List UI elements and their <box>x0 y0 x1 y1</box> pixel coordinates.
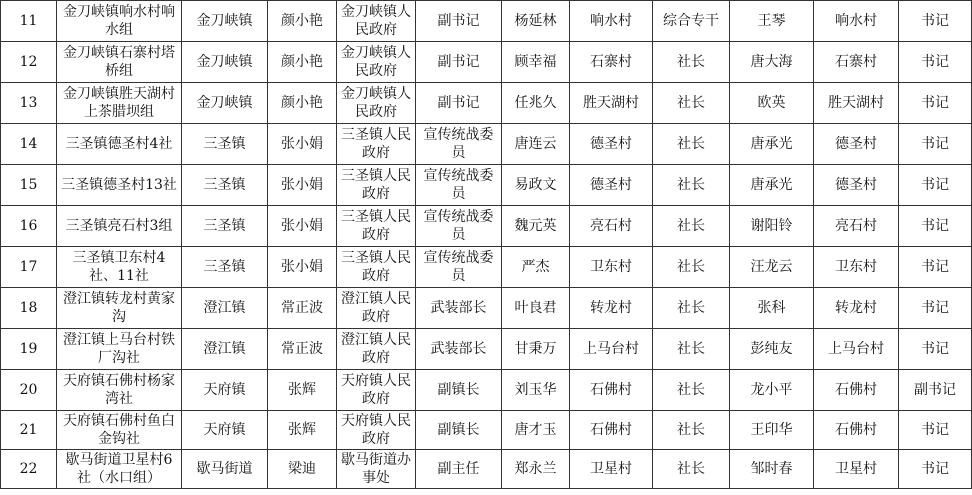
secretary-title-cell: 副书记 <box>899 370 972 411</box>
unit-cell: 歇马街道办事处 <box>337 450 416 489</box>
unit-cell: 澄江镇人民政府 <box>337 288 416 329</box>
secretary-name-cell: 邹时春 <box>730 450 814 489</box>
secretary-title-cell: 书记 <box>899 42 972 83</box>
contact-name-cell: 唐连云 <box>502 124 570 165</box>
row-number-cell: 19 <box>1 329 57 370</box>
row-number-cell: 18 <box>1 288 57 329</box>
table-row <box>1 42 972 83</box>
leader-title-cell: 宣传统战委员 <box>416 124 502 165</box>
area-cell: 三圣镇德圣村13社 <box>57 165 182 206</box>
leader-title-cell: 副主任 <box>416 450 502 489</box>
town-cell: 歇马街道 <box>182 450 268 489</box>
secretary-title-cell: 书记 <box>899 411 972 450</box>
village-cell: 上马台村 <box>570 329 653 370</box>
secretary-village-cell: 德圣村 <box>814 165 899 206</box>
leader-cell: 张小娟 <box>268 206 337 247</box>
secretary-village-cell: 德圣村 <box>814 124 899 165</box>
table-body <box>1 1 972 489</box>
leader-cell: 张小娟 <box>268 124 337 165</box>
contact-title-cell: 社长 <box>653 206 730 247</box>
area-cell: 澄江镇上马台村铁厂沟社 <box>57 329 182 370</box>
village-cell: 卫东村 <box>570 247 653 288</box>
table-row <box>1 329 972 370</box>
secretary-name-cell: 龙小平 <box>730 370 814 411</box>
row-number-cell: 20 <box>1 370 57 411</box>
secretary-name-cell: 王印华 <box>730 411 814 450</box>
leader-title-cell: 副书记 <box>416 42 502 83</box>
secretary-title-cell: 书记 <box>899 329 972 370</box>
leader-title-cell: 宣传统战委员 <box>416 206 502 247</box>
row-number-cell: 11 <box>1 1 57 42</box>
secretary-name-cell: 欧英 <box>730 83 814 124</box>
secretary-name-cell: 汪龙云 <box>730 247 814 288</box>
contact-title-cell: 社长 <box>653 411 730 450</box>
leader-cell: 张小娟 <box>268 165 337 206</box>
secretary-village-cell: 卫东村 <box>814 247 899 288</box>
village-cell: 石佛村 <box>570 370 653 411</box>
village-cell: 德圣村 <box>570 165 653 206</box>
village-cell: 石佛村 <box>570 411 653 450</box>
secretary-title-cell: 书记 <box>899 206 972 247</box>
table-row <box>1 124 972 165</box>
unit-cell: 金刀峡镇人民政府 <box>337 83 416 124</box>
area-cell: 金刀峡镇响水村响水组 <box>57 1 182 42</box>
contact-title-cell: 综合专干 <box>653 1 730 42</box>
leader-title-cell: 宣传统战委员 <box>416 165 502 206</box>
row-number-cell: 22 <box>1 450 57 489</box>
unit-cell: 三圣镇人民政府 <box>337 165 416 206</box>
contact-name-cell: 易政文 <box>502 165 570 206</box>
town-cell: 澄江镇 <box>182 288 268 329</box>
leader-title-cell: 副镇长 <box>416 411 502 450</box>
table-row <box>1 247 972 288</box>
contact-name-cell: 严杰 <box>502 247 570 288</box>
area-cell: 歇马街道卫星村6社（水口组） <box>57 450 182 489</box>
village-cell: 转龙村 <box>570 288 653 329</box>
leader-cell: 常正波 <box>268 329 337 370</box>
village-cell: 石寨村 <box>570 42 653 83</box>
row-number-cell: 16 <box>1 206 57 247</box>
leader-cell: 颜小艳 <box>268 42 337 83</box>
village-cell: 德圣村 <box>570 124 653 165</box>
leader-cell: 张辉 <box>268 411 337 450</box>
area-cell: 金刀峡镇石寨村塔桥组 <box>57 42 182 83</box>
table-row <box>1 83 972 124</box>
contact-name-cell: 顾幸福 <box>502 42 570 83</box>
contact-title-cell: 社长 <box>653 329 730 370</box>
town-cell: 金刀峡镇 <box>182 1 268 42</box>
contact-title-cell: 社长 <box>653 83 730 124</box>
row-number-cell: 13 <box>1 83 57 124</box>
town-cell: 金刀峡镇 <box>182 83 268 124</box>
contact-name-cell: 郑永兰 <box>502 450 570 489</box>
row-number-cell: 17 <box>1 247 57 288</box>
leader-cell: 张小娟 <box>268 247 337 288</box>
secretary-name-cell: 唐承光 <box>730 165 814 206</box>
contact-title-cell: 社长 <box>653 42 730 83</box>
table-row <box>1 370 972 411</box>
area-cell: 天府镇石佛村鱼白金钩社 <box>57 411 182 450</box>
unit-cell: 金刀峡镇人民政府 <box>337 42 416 83</box>
secretary-village-cell: 石寨村 <box>814 42 899 83</box>
village-cell: 胜天湖村 <box>570 83 653 124</box>
secretary-village-cell: 胜天湖村 <box>814 83 899 124</box>
area-cell: 三圣镇亮石村3组 <box>57 206 182 247</box>
contact-title-cell: 社长 <box>653 165 730 206</box>
secretary-title-cell: 书记 <box>899 247 972 288</box>
town-cell: 澄江镇 <box>182 329 268 370</box>
village-cell: 卫星村 <box>570 450 653 489</box>
leader-cell: 张辉 <box>268 370 337 411</box>
table-row <box>1 450 972 489</box>
area-cell: 天府镇石佛村杨家湾社 <box>57 370 182 411</box>
leader-cell: 梁迪 <box>268 450 337 489</box>
town-cell: 金刀峡镇 <box>182 42 268 83</box>
contact-title-cell: 社长 <box>653 124 730 165</box>
leader-cell: 颜小艳 <box>268 83 337 124</box>
row-number-cell: 21 <box>1 411 57 450</box>
table-row <box>1 1 972 42</box>
secretary-name-cell: 张科 <box>730 288 814 329</box>
row-number-cell: 14 <box>1 124 57 165</box>
secretary-village-cell: 响水村 <box>814 1 899 42</box>
table-row <box>1 206 972 247</box>
secretary-title-cell: 书记 <box>899 450 972 489</box>
leader-title-cell: 武装部长 <box>416 329 502 370</box>
area-cell: 金刀峡镇胜天湖村上茶腊坝组 <box>57 83 182 124</box>
secretary-name-cell: 王琴 <box>730 1 814 42</box>
contact-title-cell: 社长 <box>653 288 730 329</box>
row-number-cell: 12 <box>1 42 57 83</box>
contact-title-cell: 社长 <box>653 370 730 411</box>
secretary-village-cell: 石佛村 <box>814 411 899 450</box>
contact-title-cell: 社长 <box>653 450 730 489</box>
secretary-village-cell: 转龙村 <box>814 288 899 329</box>
secretary-title-cell: 书记 <box>899 1 972 42</box>
leader-title-cell: 副书记 <box>416 1 502 42</box>
secretary-title-cell: 书记 <box>899 165 972 206</box>
contact-name-cell: 叶良君 <box>502 288 570 329</box>
contact-name-cell: 刘玉华 <box>502 370 570 411</box>
town-cell: 三圣镇 <box>182 247 268 288</box>
contact-name-cell: 杨延林 <box>502 1 570 42</box>
secretary-name-cell: 谢阳铃 <box>730 206 814 247</box>
area-cell: 三圣镇卫东村4社、11社 <box>57 247 182 288</box>
secretary-village-cell: 上马台村 <box>814 329 899 370</box>
village-cell: 响水村 <box>570 1 653 42</box>
secretary-village-cell: 卫星村 <box>814 450 899 489</box>
secretary-name-cell: 唐承光 <box>730 124 814 165</box>
unit-cell: 三圣镇人民政府 <box>337 247 416 288</box>
secretary-title-cell: 书记 <box>899 83 972 124</box>
area-cell: 三圣镇德圣村4社 <box>57 124 182 165</box>
town-cell: 三圣镇 <box>182 124 268 165</box>
leader-cell: 颜小艳 <box>268 1 337 42</box>
town-cell: 三圣镇 <box>182 165 268 206</box>
leader-title-cell: 副镇长 <box>416 370 502 411</box>
leader-cell: 常正波 <box>268 288 337 329</box>
town-cell: 天府镇 <box>182 370 268 411</box>
secretary-name-cell: 彭纯友 <box>730 329 814 370</box>
contact-title-cell: 社长 <box>653 247 730 288</box>
town-cell: 天府镇 <box>182 411 268 450</box>
contact-name-cell: 任兆久 <box>502 83 570 124</box>
area-cell: 澄江镇转龙村黄家沟 <box>57 288 182 329</box>
secretary-title-cell: 书记 <box>899 288 972 329</box>
row-number-cell: 15 <box>1 165 57 206</box>
unit-cell: 三圣镇人民政府 <box>337 206 416 247</box>
secretary-name-cell: 唐大海 <box>730 42 814 83</box>
table-row <box>1 288 972 329</box>
leader-title-cell: 宣传统战委员 <box>416 247 502 288</box>
secretary-village-cell: 石佛村 <box>814 370 899 411</box>
contact-name-cell: 唐才玉 <box>502 411 570 450</box>
table-row <box>1 165 972 206</box>
contact-name-cell: 魏元英 <box>502 206 570 247</box>
town-cell: 三圣镇 <box>182 206 268 247</box>
table-row <box>1 411 972 450</box>
leader-title-cell: 武装部长 <box>416 288 502 329</box>
secretary-title-cell: 书记 <box>899 124 972 165</box>
unit-cell: 澄江镇人民政府 <box>337 329 416 370</box>
unit-cell: 天府镇人民政府 <box>337 370 416 411</box>
village-cell: 亮石村 <box>570 206 653 247</box>
contact-name-cell: 甘秉万 <box>502 329 570 370</box>
leader-title-cell: 副书记 <box>416 83 502 124</box>
secretary-village-cell: 亮石村 <box>814 206 899 247</box>
unit-cell: 三圣镇人民政府 <box>337 124 416 165</box>
unit-cell: 天府镇人民政府 <box>337 411 416 450</box>
unit-cell: 金刀峡镇人民政府 <box>337 1 416 42</box>
